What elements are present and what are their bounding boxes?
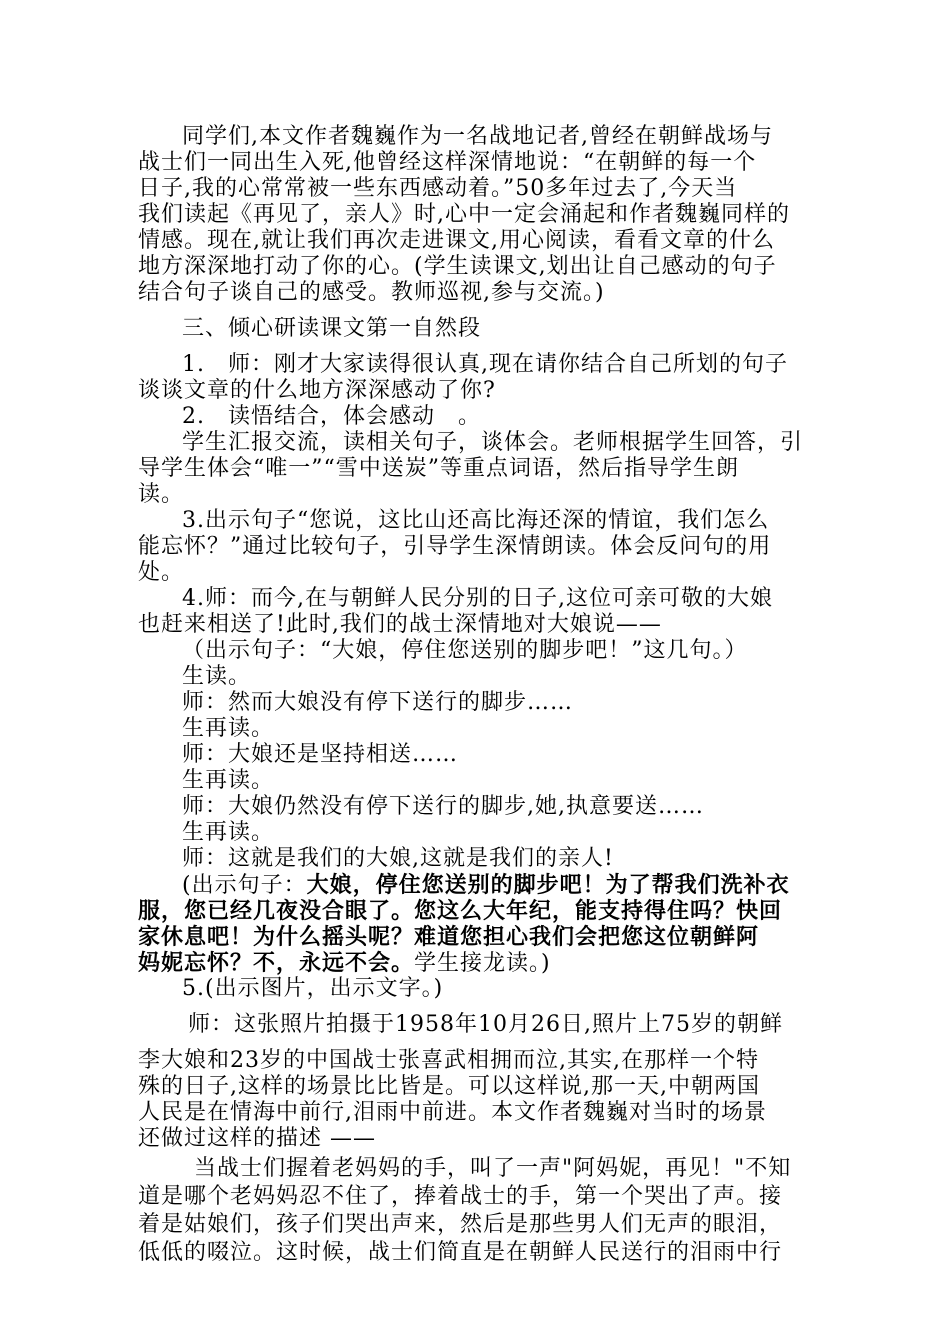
paragraph-line: 生再读。 [182, 820, 275, 845]
paragraph-line: 着是姑娘们，孩子们哭出声来，然后是那些男人们无声的眼泪， [138, 1212, 783, 1237]
bold-quote-line: 服，您已经几夜没合眼了。您这么大年纪，能支持得住吗？快回 [138, 898, 783, 924]
section-heading: 三、倾心研读课文第一自然段 [182, 316, 482, 341]
paragraph-line: 师：这就是我们的大娘,这就是我们的亲人! [182, 846, 614, 871]
paragraph-line: 师：然而大娘没有停下送行的脚步…… [182, 690, 574, 715]
quote-suffix: 学生接龙读。) [414, 951, 551, 976]
paragraph-line: 能忘怀？”通过比较句子，引导学生深情朗读。体会反问句的用 [138, 534, 772, 559]
quote-line [182, 872, 790, 899]
paragraph-line: 处。 [138, 560, 185, 585]
paragraph-line: 人民是在情海中前行,泪雨中前进。本文作者魏巍对当时的场景 [138, 1100, 767, 1125]
paragraph-line: 师：大娘仍然没有停下送行的脚步,她,执意要送…… [182, 794, 704, 819]
paragraph-line: 谈谈文章的什么地方深深感动了你? [138, 378, 496, 403]
paragraph-line: 4.师：而今,在与朝鲜人民分别的日子,这位可亲可敬的大娘 [182, 586, 773, 611]
paragraph-line: 结合句子谈自己的感受。教师巡视,参与交流。) [138, 280, 605, 305]
paragraph-line: 生再读。 [182, 768, 275, 793]
paragraph-line: （出示句子：“大娘，停住您送别的脚步吧！”这几句。） [182, 638, 748, 663]
paragraph-line: 2. 读悟结合，体会感动 。 [182, 404, 481, 429]
bold-quote: 大娘，停住您送别的脚步吧！为了帮我们洗补衣 [306, 872, 790, 898]
paragraph-line: 李大娘和23岁的中国战士张喜武相拥而泣,其实,在那样一个特 [138, 1048, 759, 1073]
quote-line [138, 950, 551, 977]
paragraph-line: 我们读起《再见了，亲人》时,心中一定会涌起和作者魏巍同样的 [138, 202, 790, 227]
paragraph-line: 低低的啜泣。这时候，战士们简直是在朝鲜人民送行的泪雨中行 [138, 1240, 783, 1265]
bold-quote-line: 家休息吧！为什么摇头呢？难道您担心我们会把您这位朝鲜阿 [138, 924, 760, 950]
paragraph-line: 当战士们握着老妈妈的手，叫了一声"阿妈妮，再见！"不知 [194, 1156, 792, 1181]
paragraph-line: 生再读。 [182, 716, 275, 741]
paragraph-line: 生读。 [182, 664, 252, 689]
paragraph-line: 道是哪个老妈妈忍不住了，捧着战士的手，第一个哭出了声。接 [138, 1184, 783, 1209]
paragraph-line: 师：这张照片拍摄于1958年10月26日,照片上75岁的朝鲜 [188, 1012, 783, 1037]
paragraph-line: 师：大娘还是坚持相送…… [182, 742, 459, 767]
paragraph-line: 战士们一同出生入死,他曾经这样深情地说：“在朝鲜的每一个 [138, 150, 757, 175]
bold-quote: 妈妮忘怀？不，永远不会。 [138, 950, 415, 976]
paragraph-line: 1. 师：刚才大家读得很认真,现在请你结合自己所划的句子 [182, 352, 788, 377]
paragraph-line: 导学生体会“唯一”“雪中送炭”等重点词语，然后指导学生朗 [138, 456, 739, 481]
quote-prefix: (出示句子： [182, 873, 307, 898]
paragraph-line: 同学们,本文作者魏巍作为一名战地记者,曾经在朝鲜战场与 [182, 124, 773, 149]
paragraph-line: 还做过这样的描述 —— [138, 1126, 376, 1151]
paragraph-line: 读。 [138, 482, 185, 507]
paragraph-line: 学生汇报交流，读相关句子，谈体会。老师根据学生回答，引 [182, 430, 804, 455]
paragraph-line: 日子,我的心常常被一些东西感动着。”50多年过去了,今天当 [138, 176, 738, 201]
paragraph-line: 殊的日子,这样的场景比比皆是。可以这样说,那一天,中朝两国 [138, 1074, 760, 1099]
paragraph-line: 5.(出示图片，出示文字。) [182, 976, 444, 1001]
paragraph-line: 也赶来相送了!此时,我们的战士深情地对大娘说—— [138, 612, 662, 637]
paragraph-line: 3.出示句子“您说，这比山还高比海还深的情谊，我们怎么 [182, 508, 770, 533]
paragraph-line: 情感。现在,就让我们再次走进课文,用心阅读，看看文章的什么 [138, 228, 775, 253]
paragraph-line: 地方深深地打动了你的心。(学生读课文,划出让自己感动的句子 [138, 254, 777, 279]
